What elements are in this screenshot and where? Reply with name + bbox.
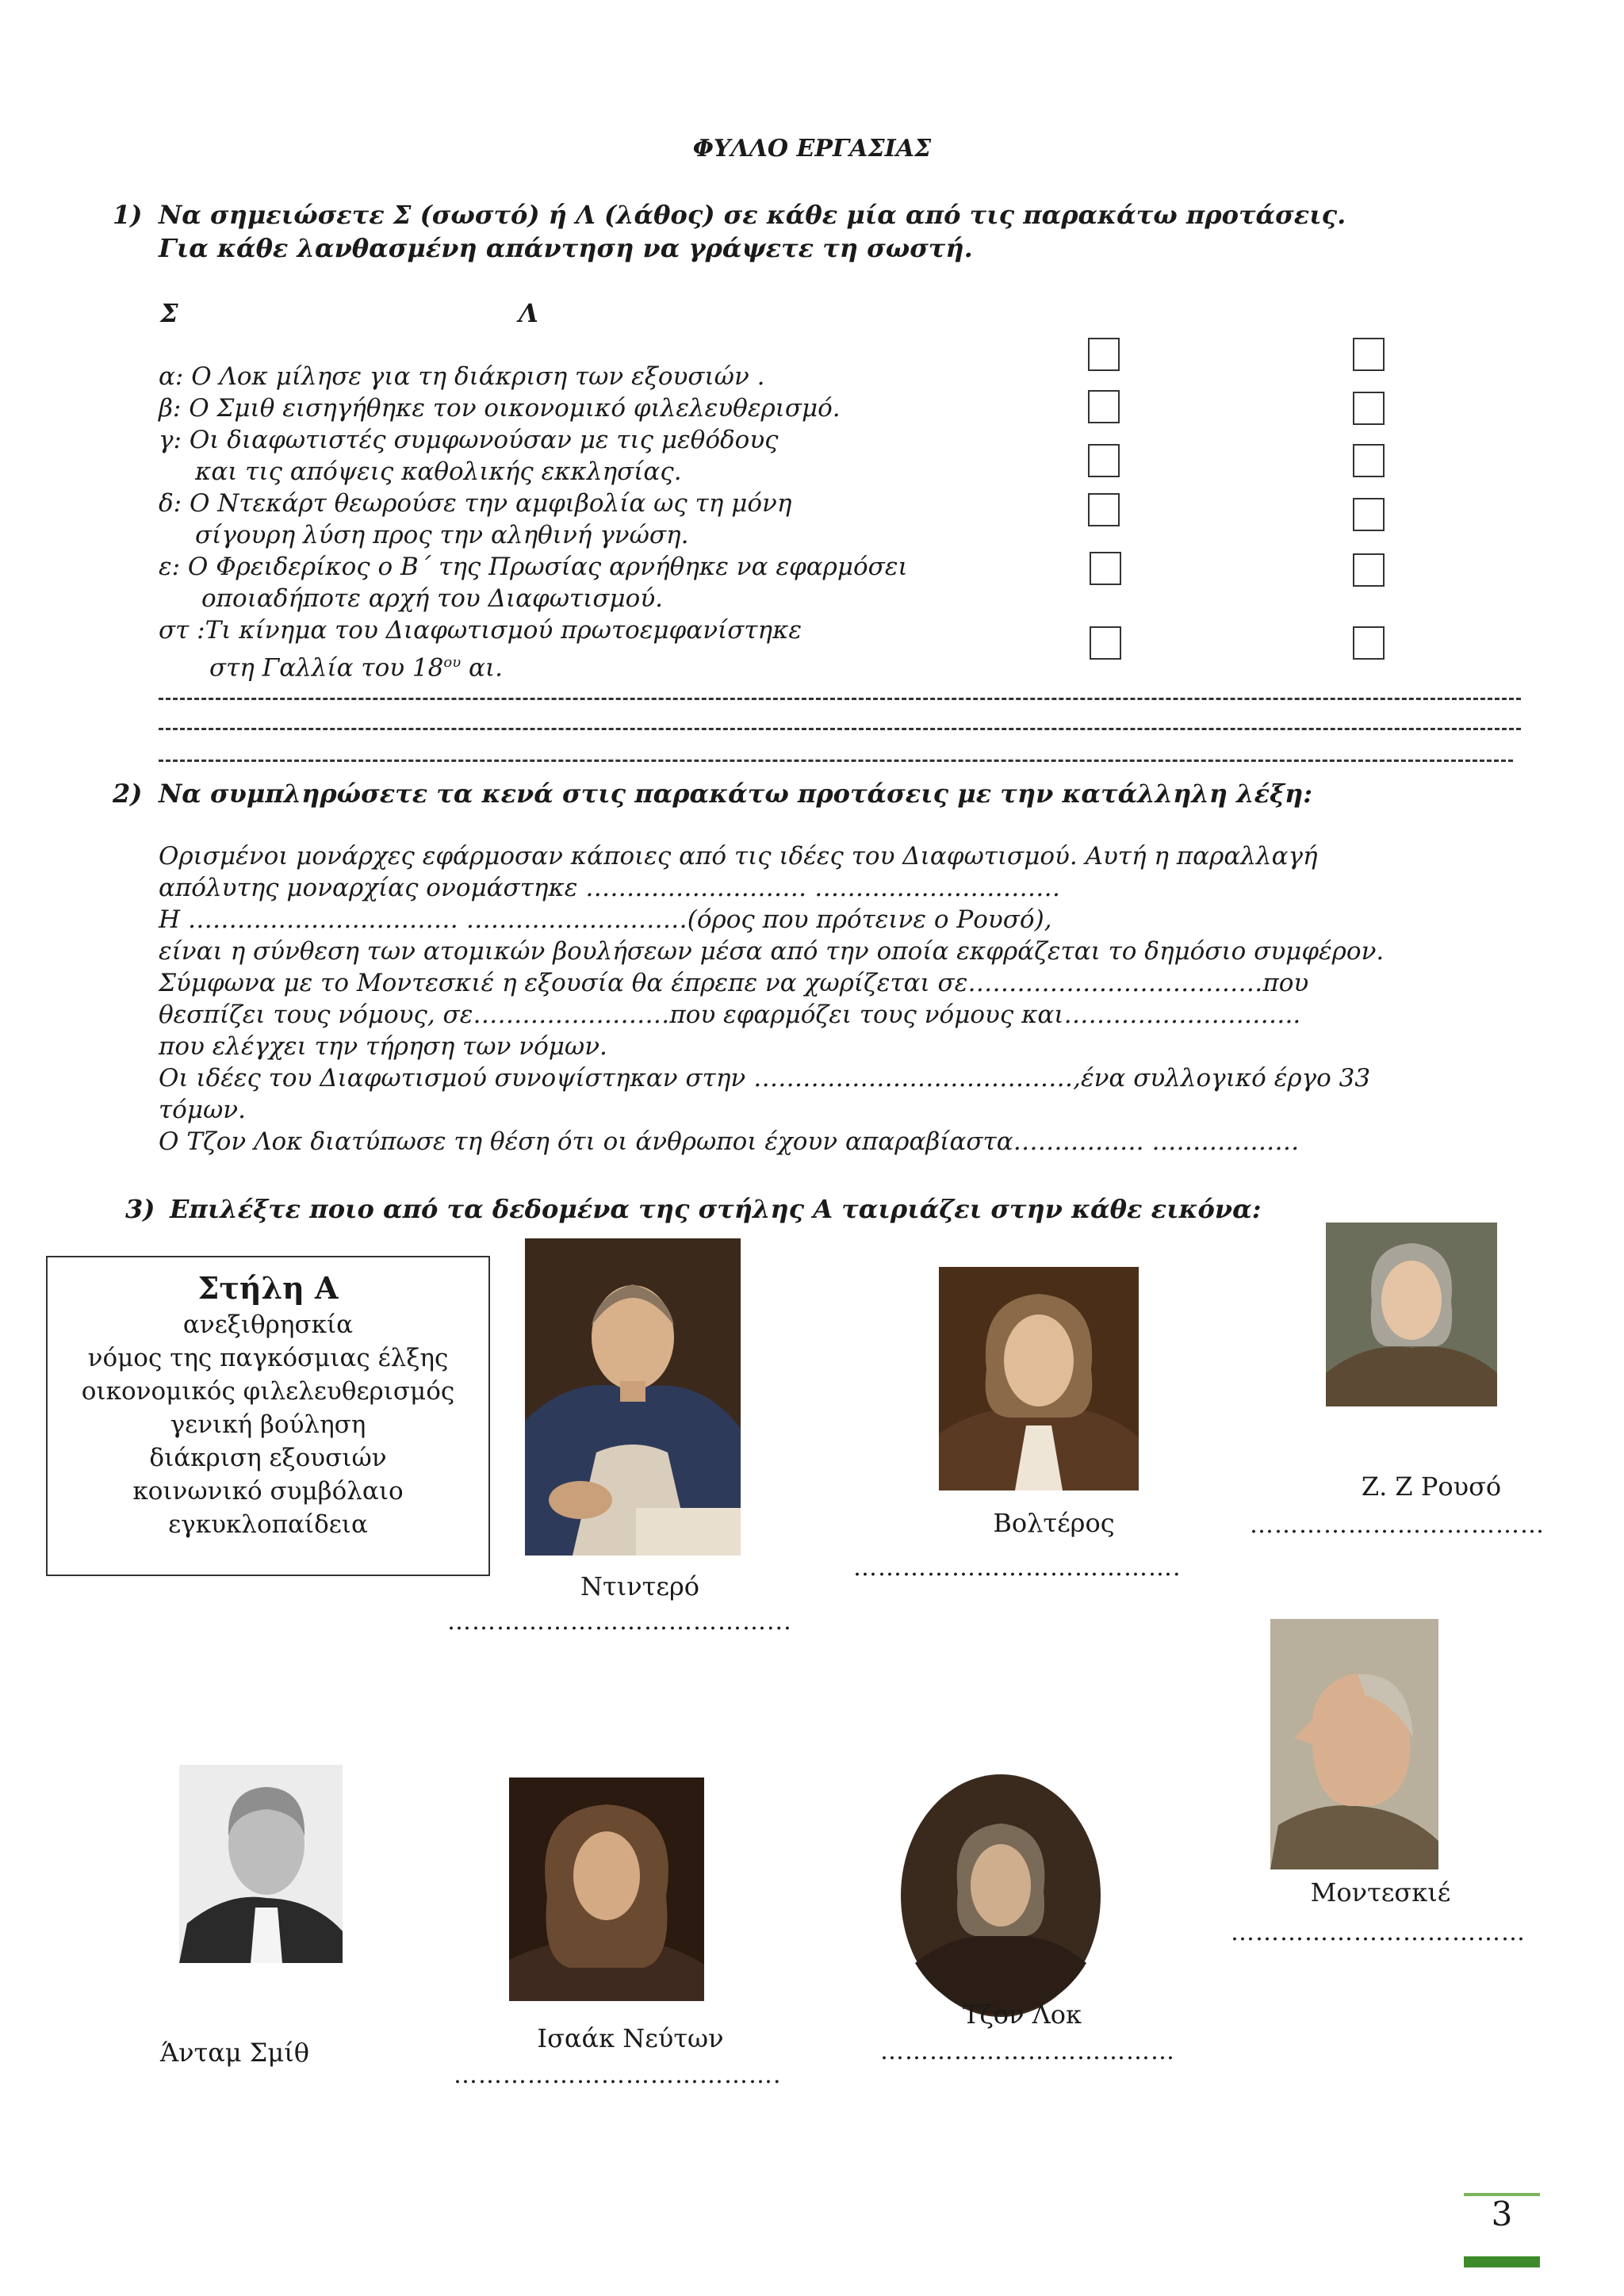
- caption-voltaire: Βολτέρος: [993, 1508, 1115, 1538]
- q2-line-8: Οι ιδέες του Διαφωτισμού συνοψίστηκαν στην …………………………………,ένα συλλογικό έργο 33: [159, 1064, 1371, 1093]
- column-a-item: κοινωνικό συμβόλαιο: [132, 1477, 404, 1506]
- checkbox-s-c[interactable]: [1088, 444, 1120, 477]
- answer-dots-newton[interactable]: ………………………………….: [454, 2061, 782, 2089]
- answer-line-3[interactable]: [159, 760, 1513, 762]
- q1-column-l-label: Λ: [519, 298, 538, 328]
- checkbox-s-f[interactable]: [1090, 626, 1121, 660]
- column-a-item: ανεξιθρησκία: [182, 1311, 354, 1339]
- caption-john-locke: Τζον Λοκ: [963, 1999, 1082, 2030]
- portrait-rousseau: [1326, 1223, 1497, 1406]
- checkbox-l-b[interactable]: [1353, 392, 1385, 425]
- checkbox-l-d[interactable]: [1353, 498, 1385, 531]
- column-a-title: Στήλη Α: [197, 1270, 339, 1306]
- checkbox-s-a[interactable]: [1088, 338, 1120, 371]
- portrait-adam-smith: [179, 1765, 343, 1963]
- portrait-diderot: [525, 1238, 741, 1556]
- q1-instruction-line2: Για κάθε λανθασμένη απάντηση να γράψετε τη σωστή.: [159, 233, 973, 263]
- checkbox-l-e[interactable]: [1353, 553, 1385, 587]
- q1-column-s-label: Σ: [160, 298, 178, 328]
- checkbox-s-d[interactable]: [1088, 493, 1120, 526]
- q1-statement-f-cont: στη Γαλλία του $18^{o\upsilon}$ αι.: [209, 653, 503, 683]
- q2-line-9: τόμων.: [159, 1096, 246, 1124]
- q1-statement-c-cont: και τις απόψεις καθολικής εκκλησίας.: [195, 457, 682, 486]
- portrait-john-locke: [899, 1773, 1102, 2019]
- q1-statement-f: στ :Τι κίνημα του Διαφωτισμού πρωτοεμφανίστηκε: [159, 616, 802, 645]
- q1-statement-b: β: Ο Σμιθ εισηγήθηκε τον οικονομικό φιλελευθερισμό.: [159, 394, 841, 423]
- portrait-voltaire: [939, 1267, 1139, 1490]
- checkbox-l-c[interactable]: [1353, 444, 1385, 477]
- q2-number: 2): [113, 779, 143, 809]
- q2-line-5: Σύμφωνα με το Μοντεσκιέ η εξουσία θα έπρεπε να χωρίζεται σε………………………………που: [159, 969, 1309, 997]
- portrait-montesquieu: [1270, 1619, 1438, 1869]
- q2-line-1: Ορισμένοι μονάρχες εφάρμοσαν κάποιες από τις ιδέες του Διαφωτισμού. Αυτή η παραλλαγή: [159, 842, 1318, 871]
- column-a-item: γενική βούληση: [170, 1410, 366, 1439]
- q2-line-3: Η …………………………… ………………………(όρος που πρότεινε ο Ρουσό),: [159, 905, 1052, 934]
- q1-instruction-line1: Να σημειώσετε Σ (σωστό) ή Λ (λάθος) σε κάθε μία από τις παρακάτω προτάσεις.: [159, 200, 1346, 230]
- checkbox-l-a[interactable]: [1353, 338, 1385, 371]
- q1-statement-a: α: Ο Λοκ μίλησε για τη διάκριση των εξουσιών .: [159, 362, 765, 391]
- q2-line-4: είναι η σύνθεση των ατομικών βουλήσεων μέσα από την οποία εκφράζεται το δημόσιο συμφέρον.: [159, 937, 1385, 966]
- caption-diderot: Ντιντερό: [580, 1571, 700, 1601]
- caption-adam-smith: Άνταμ Σμίθ: [159, 2038, 310, 2068]
- q2-line-6: θεσπίζει τους νόμους, σε……………………που εφαρμόζει τους νόμους και………………………..: [159, 1001, 1301, 1029]
- caption-rousseau: Ζ. Ζ Ρουσό: [1361, 1471, 1502, 1502]
- q1-statement-c: γ: Οι διαφωτιστές συμφωνούσαν με τις μεθόδους: [159, 426, 779, 454]
- answer-dots-diderot[interactable]: …………………………………...: [447, 1608, 792, 1636]
- q1-statement-d: δ: Ο Ντεκάρτ θεωρούσε την αμφιβολία ως τη μόνη: [159, 489, 792, 518]
- q2-line-2: απόλυτης μοναρχίας ονομάστηκε ……………………… …………………………: [159, 874, 1061, 902]
- answer-dots-montesquieu[interactable]: ………………………………: [1231, 1919, 1526, 1946]
- portrait-newton: [509, 1777, 704, 2001]
- answer-dots-voltaire[interactable]: ………………………………….: [853, 1554, 1182, 1582]
- answer-dots-john-locke[interactable]: ………………………………: [880, 2038, 1175, 2065]
- column-a-item: οικονομικός φιλελευθερισμός: [81, 1377, 455, 1406]
- q1-statement-e: ε: Ο Φρειδερίκος ο Β΄ της Πρωσίας αρνήθηκε να εφαρμόσει: [159, 553, 908, 581]
- q3-number: 3): [125, 1194, 155, 1224]
- column-a-box: [46, 1256, 490, 1576]
- q2-line-10: Ο Τζον Λοκ διατύπωσε τη θέση ότι οι άνθρωποι έχουν απαραβίαστα……………. ………………: [159, 1127, 1300, 1156]
- answer-dots-rousseau[interactable]: ………………………………: [1250, 1511, 1545, 1539]
- answer-line-2[interactable]: [159, 728, 1521, 730]
- checkbox-s-b[interactable]: [1088, 390, 1120, 423]
- page-title: ΦΥΛΛΟ ΕΡΓΑΣΙΑΣ: [692, 135, 932, 163]
- column-a-item: εγκυκλοπαίδεια: [168, 1510, 368, 1539]
- caption-newton: Ισαάκ Νεύτων: [537, 2023, 724, 2053]
- page-number: 3: [1491, 2195, 1513, 2233]
- q1-number: 1): [113, 200, 143, 230]
- column-a-item: διάκριση εξουσιών: [149, 1444, 387, 1472]
- answer-line-1[interactable]: [159, 698, 1521, 700]
- page-number-bottom-bar: [1464, 2256, 1540, 2267]
- q1-statement-e-cont: οποιαδήποτε αρχή του Διαφωτισμού.: [201, 584, 664, 613]
- q1-statement-d-cont: σίγουρη λύση προς την αληθινή γνώση.: [195, 521, 689, 549]
- q2-heading: Να συμπληρώσετε τα κενά στις παρακάτω προτάσεις με την κατάλληλη λέξη:: [159, 779, 1313, 809]
- caption-montesquieu: Μοντεσκιέ: [1310, 1877, 1451, 1908]
- q3-heading: Επιλέξτε ποιο από τα δεδομένα της στήλης Α ταιριάζει στην κάθε εικόνα:: [170, 1194, 1262, 1224]
- q2-line-7: που ελέγχει την τήρηση των νόμων.: [159, 1032, 607, 1061]
- checkbox-l-f[interactable]: [1353, 626, 1385, 660]
- checkbox-s-e[interactable]: [1090, 552, 1121, 585]
- column-a-item: νόμος της παγκόσμιας έλξης: [87, 1344, 449, 1372]
